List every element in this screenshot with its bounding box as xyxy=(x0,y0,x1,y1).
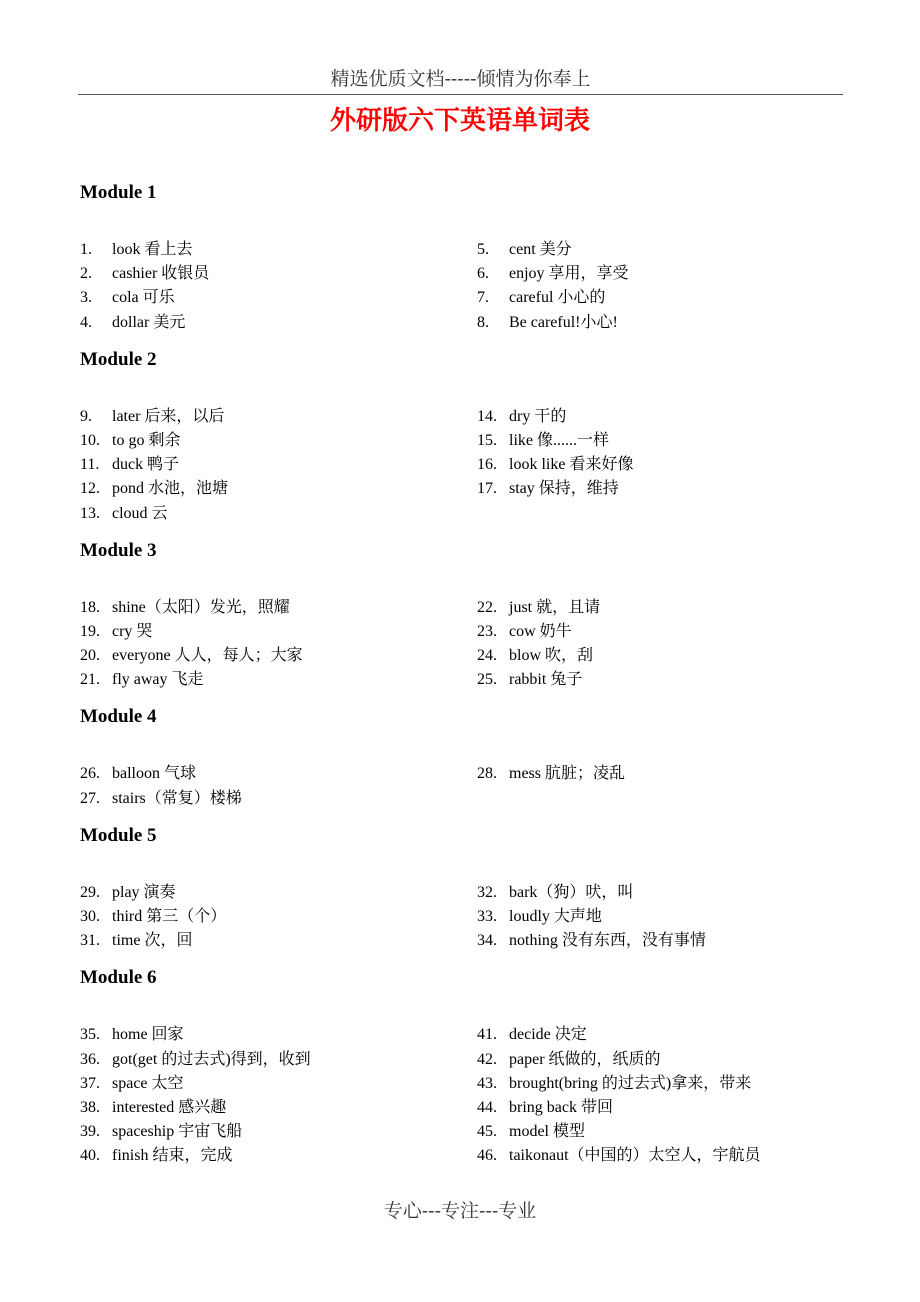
word-number: 13. xyxy=(80,504,100,522)
word-list xyxy=(80,178,840,1179)
word-text: stay 保持，维持 xyxy=(509,480,619,498)
word-number: 15. xyxy=(477,431,497,449)
word-entry xyxy=(80,762,477,786)
word-entry xyxy=(477,262,840,286)
word-text: cloud 云 xyxy=(112,504,168,522)
word-entry xyxy=(80,881,477,905)
word-number: 36. xyxy=(80,1050,100,1068)
word-number: 44. xyxy=(477,1098,497,1116)
module-section xyxy=(80,821,840,964)
word-text: got(get 的过去式)得到，收到 xyxy=(112,1050,311,1068)
word-column-right xyxy=(477,881,840,954)
word-entry xyxy=(80,477,477,501)
word-text: everyone 人人，每人；大家 xyxy=(112,647,303,665)
word-number: 27. xyxy=(80,789,100,807)
word-text: look like 看来好像 xyxy=(509,456,634,474)
word-text: balloon 气球 xyxy=(112,765,196,783)
word-number: 26. xyxy=(80,765,100,783)
word-entry xyxy=(80,905,477,929)
word-entry xyxy=(80,620,477,644)
word-text: blow 吹，刮 xyxy=(509,647,594,665)
word-text: pond 水池，池塘 xyxy=(112,480,229,498)
word-number: 10. xyxy=(80,431,100,449)
word-text: third 第三（个） xyxy=(112,908,227,925)
word-number: 46. xyxy=(477,1147,497,1165)
word-text: cent 美分 xyxy=(509,241,572,258)
word-number: 25. xyxy=(477,671,497,689)
word-number: 19. xyxy=(80,622,100,640)
word-entry xyxy=(80,286,477,310)
word-number: 29. xyxy=(80,883,100,901)
word-entry xyxy=(80,262,477,286)
word-entry xyxy=(80,668,477,692)
word-text: careful 小心的 xyxy=(509,289,606,307)
word-entry xyxy=(477,929,840,953)
word-entry xyxy=(80,311,477,335)
word-column-right xyxy=(477,762,840,810)
word-text: fly away 飞走 xyxy=(112,671,204,689)
word-entry xyxy=(477,429,840,453)
word-text: bark（狗）吠，叫 xyxy=(509,883,634,901)
word-text: Be careful!小心! xyxy=(509,313,618,331)
word-column-left xyxy=(80,596,477,693)
word-entry xyxy=(80,405,477,429)
word-number: 8. xyxy=(477,313,489,331)
word-column-left xyxy=(80,1023,477,1168)
word-text: nothing 没有东西，没有事情 xyxy=(509,932,706,950)
word-entry xyxy=(80,453,477,477)
word-number: 22. xyxy=(477,598,497,616)
word-number: 35. xyxy=(80,1026,100,1044)
word-entry xyxy=(477,453,840,477)
word-column-left xyxy=(80,405,477,526)
word-text: cola 可乐 xyxy=(112,289,175,307)
word-text: cashier 收银员 xyxy=(112,265,210,283)
word-number: 23. xyxy=(477,622,497,640)
word-text: taikonaut（中国的）太空人，宇航员 xyxy=(509,1147,761,1165)
word-column-right xyxy=(477,596,840,693)
word-number: 41. xyxy=(477,1026,497,1044)
word-entry xyxy=(477,286,840,310)
word-number: 9. xyxy=(80,407,92,425)
word-text: brought(bring 的过去式)拿来，带来 xyxy=(509,1074,752,1092)
word-text: interested 感兴趣 xyxy=(112,1098,227,1116)
word-text: cry 哭 xyxy=(112,622,153,640)
word-entry xyxy=(477,477,840,501)
word-text: just 就，且请 xyxy=(509,598,601,616)
word-entry xyxy=(477,1072,840,1096)
word-number: 4. xyxy=(80,313,92,331)
word-text: loudly 大声地 xyxy=(509,908,602,925)
header-rule xyxy=(78,94,843,95)
word-number: 5. xyxy=(477,241,489,258)
word-number: 6. xyxy=(477,265,489,283)
word-number: 20. xyxy=(80,647,100,665)
module-heading: Module 4 xyxy=(80,706,157,728)
word-text: rabbit 兔子 xyxy=(509,671,583,689)
word-text: spaceship 宇宙飞船 xyxy=(112,1123,243,1141)
module-heading: Module 2 xyxy=(80,348,157,370)
word-entry xyxy=(80,502,477,526)
word-entry xyxy=(80,1023,477,1047)
word-column-right xyxy=(477,1023,840,1168)
word-column-right xyxy=(477,238,840,335)
module-section xyxy=(80,536,840,703)
word-entry xyxy=(80,1120,477,1144)
module-heading: Module 6 xyxy=(80,967,157,989)
word-column-left xyxy=(80,762,477,810)
word-text: time 次，回 xyxy=(112,932,193,950)
word-number: 43. xyxy=(477,1074,497,1092)
word-entry xyxy=(80,1096,477,1120)
word-number: 12. xyxy=(80,480,100,498)
word-entry xyxy=(477,1048,840,1072)
word-entry xyxy=(80,1048,477,1072)
word-entry xyxy=(477,238,840,262)
word-number: 42. xyxy=(477,1050,497,1068)
word-number: 37. xyxy=(80,1074,100,1092)
word-number: 33. xyxy=(477,908,497,925)
word-number: 39. xyxy=(80,1123,100,1141)
word-entry xyxy=(477,1096,840,1120)
word-text: look 看上去 xyxy=(112,241,193,258)
word-entry xyxy=(80,238,477,262)
word-text: play 演奏 xyxy=(112,883,176,901)
word-number: 38. xyxy=(80,1098,100,1116)
word-text: later 后来，以后 xyxy=(112,407,225,425)
word-text: home 回家 xyxy=(112,1026,184,1044)
word-text: duck 鸭子 xyxy=(112,456,180,474)
word-number: 1. xyxy=(80,241,92,258)
word-entry xyxy=(477,1120,840,1144)
word-entry xyxy=(80,929,477,953)
word-text: decide 决定 xyxy=(509,1026,587,1044)
word-entry xyxy=(477,881,840,905)
page-title: 外研版六下英语单词表 xyxy=(329,106,590,136)
module-section xyxy=(80,345,840,536)
word-column-left xyxy=(80,881,477,954)
word-entry xyxy=(80,1072,477,1096)
word-text: to go 剩余 xyxy=(112,431,181,449)
module-heading: Module 5 xyxy=(80,824,157,846)
word-number: 31. xyxy=(80,932,100,950)
word-entry xyxy=(80,787,477,811)
word-text: finish 结束，完成 xyxy=(112,1147,233,1165)
word-number: 24. xyxy=(477,647,497,665)
word-number: 34. xyxy=(477,932,497,950)
page-header: 精选优质文档-----倾情为你奉上 xyxy=(330,68,591,90)
word-number: 7. xyxy=(477,289,489,307)
word-entry xyxy=(477,311,840,335)
word-column-left xyxy=(80,238,477,335)
module-section xyxy=(80,178,840,345)
word-entry xyxy=(477,620,840,644)
word-text: like 像......一样 xyxy=(509,431,609,449)
word-number: 45. xyxy=(477,1123,497,1141)
word-entry xyxy=(80,644,477,668)
word-number: 14. xyxy=(477,407,497,425)
word-entry xyxy=(477,596,840,620)
word-entry xyxy=(477,644,840,668)
word-text: stairs（常复）楼梯 xyxy=(112,789,242,807)
word-number: 21. xyxy=(80,671,100,689)
word-number: 2. xyxy=(80,265,92,283)
word-text: paper 纸做的，纸质的 xyxy=(509,1050,661,1068)
word-text: dry 干的 xyxy=(509,407,567,425)
word-number: 40. xyxy=(80,1147,100,1165)
word-number: 32. xyxy=(477,883,497,901)
module-section xyxy=(80,963,840,1178)
module-heading: Module 3 xyxy=(80,539,157,561)
word-text: model 模型 xyxy=(509,1123,585,1141)
word-entry xyxy=(80,1144,477,1168)
word-entry xyxy=(477,762,840,786)
page-footer: 专心---专注---专业 xyxy=(383,1200,537,1222)
word-number: 3. xyxy=(80,289,92,307)
word-text: bring back 带回 xyxy=(509,1098,613,1116)
word-number: 16. xyxy=(477,456,497,474)
word-entry xyxy=(477,668,840,692)
word-column-right xyxy=(477,405,840,526)
word-number: 30. xyxy=(80,908,100,925)
word-text: space 太空 xyxy=(112,1074,184,1092)
word-number: 28. xyxy=(477,765,497,783)
word-number: 17. xyxy=(477,480,497,498)
word-entry xyxy=(477,1144,840,1168)
word-text: shine（太阳）发光，照耀 xyxy=(112,598,290,616)
word-entry xyxy=(477,905,840,929)
word-entry xyxy=(477,1023,840,1047)
word-entry xyxy=(477,405,840,429)
word-text: enjoy 享用，享受 xyxy=(509,265,629,283)
word-text: dollar 美元 xyxy=(112,313,186,331)
module-section xyxy=(80,702,840,820)
word-text: mess 肮脏；凌乱 xyxy=(509,765,626,783)
word-number: 18. xyxy=(80,598,100,616)
word-text: cow 奶牛 xyxy=(509,622,572,640)
word-entry xyxy=(80,429,477,453)
word-number: 11. xyxy=(80,456,100,474)
word-entry xyxy=(80,596,477,620)
module-heading: Module 1 xyxy=(80,182,157,203)
